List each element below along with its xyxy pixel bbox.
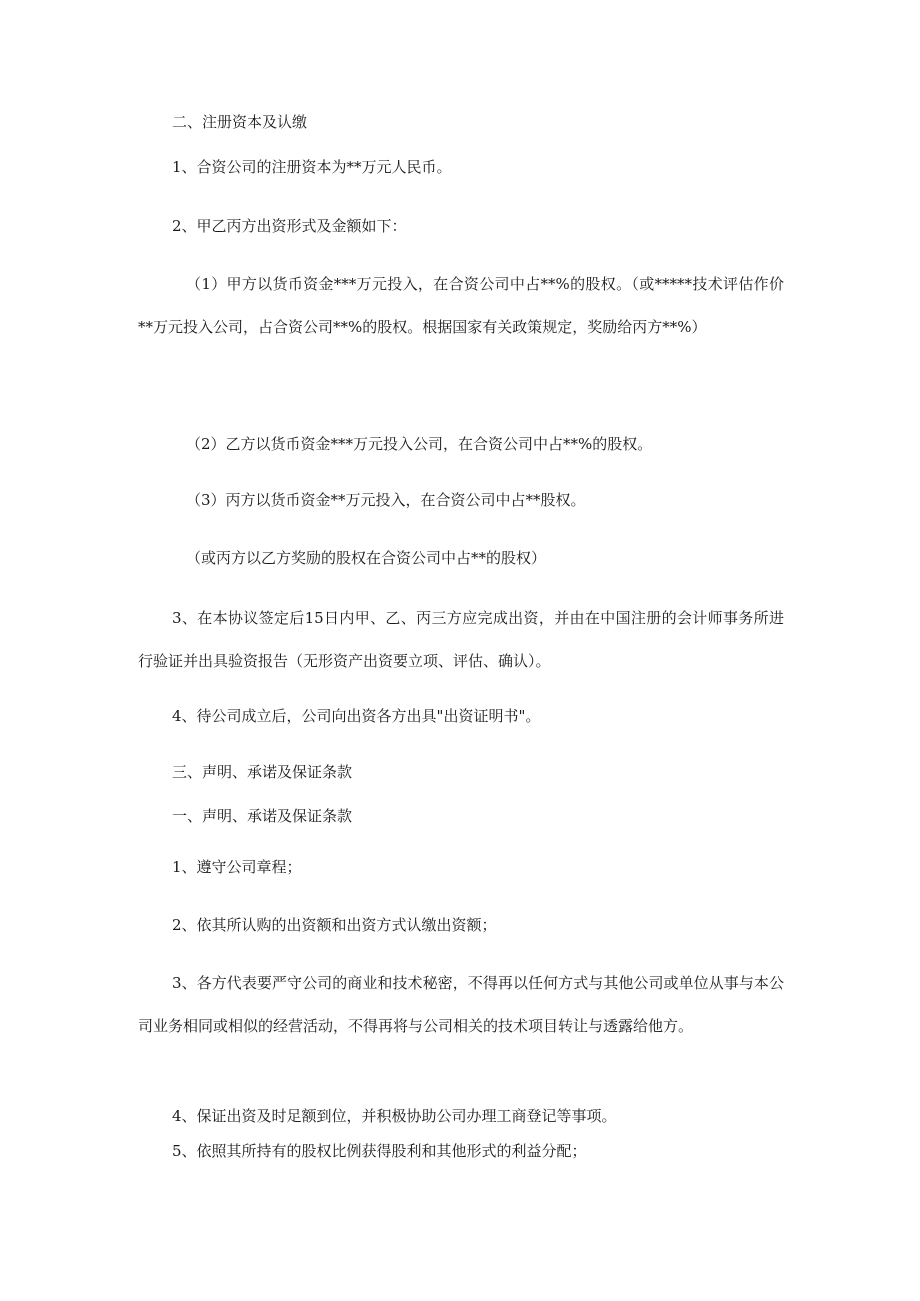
sub-item-note: （或丙方以乙方奖励的股权在合资公司中占**的股权） (186, 549, 547, 567)
clause-paragraph: 3、各方代表要严守公司的商业和技术秘密，不得再以任何方式与其他公司或单位从事与本公司业务相同或相似的经营活动，不得再将与公司相关的技术项目转让与透露给他方。 (138, 974, 784, 1035)
sub-item: （2）乙方以货币资金***万元投入公司，在合资公司中占**%的股权。 (186, 435, 653, 453)
list-item: 4、待公司成立后，公司向出资各方出具"出资证明书"。 (172, 707, 541, 725)
list-item: 1、合资公司的注册资本为**万元人民币。 (172, 158, 452, 176)
clause-item: 1、遵守公司章程； (172, 858, 302, 876)
clause-item: 2、依其所认购的出资额和出资方式认缴出资额； (172, 916, 497, 934)
clause-item: 4、保证出资及时足额到位，并积极协助公司办理工商登记等事项。 (172, 1107, 617, 1125)
section-heading: 三、声明、承诺及保证条款 (172, 763, 353, 781)
sub-item: （3）丙方以货币资金**万元投入，在合资公司中占**股权。 (186, 491, 586, 509)
list-item-paragraph: 3、在本协议签定后15日内甲、乙、丙三方应完成出资，并由在中国注册的会计师事务所进行验证并出具验资报告（无形资产出资要立项、评估、确认）。 (138, 609, 784, 670)
subsection-heading: 一、声明、承诺及保证条款 (172, 807, 353, 825)
section-heading: 二、注册资本及认缴 (172, 113, 308, 131)
list-item: 2、甲乙丙方出资形式及金额如下： (172, 217, 407, 235)
clause-item: 5、依照其所持有的股权比例获得股利和其他形式的利益分配； (172, 1142, 587, 1160)
sub-item-paragraph: （1）甲方以货币资金***万元投入，在合资公司中占**%的股权。（或*****技术评估作价**万元投入公司，占合资公司**%的股权。根据国家有关政策规定，奖励给丙方**%） (138, 275, 784, 336)
